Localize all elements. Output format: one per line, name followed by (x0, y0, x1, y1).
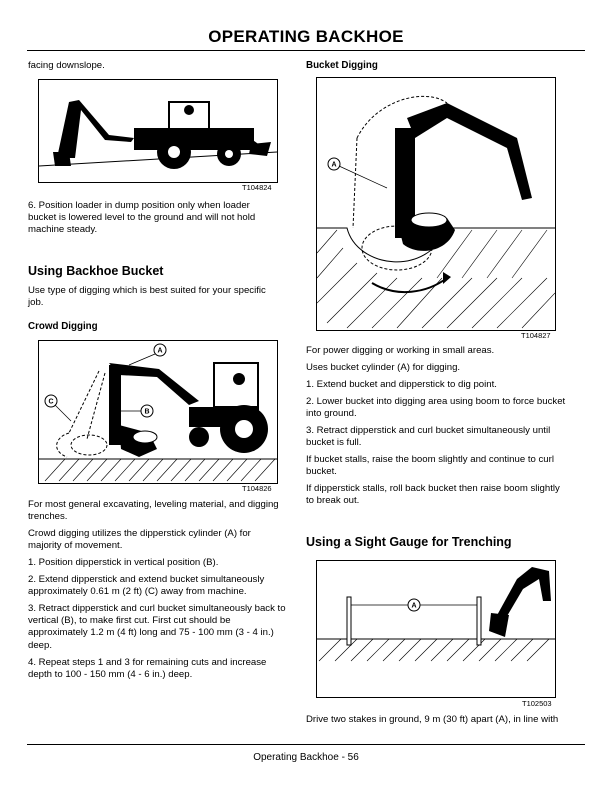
intro-text: facing downslope. (28, 60, 105, 71)
crowd-step-3: 3. Retract dipperstick and curl bucket simultaneously back to vertical (B), to make first cut. First cut should be approximately 1.2 m (4 ft) long and 75 - 100 mm (3 - 4 in.) deep. (28, 603, 286, 651)
section-heading-sight-gauge: Using a Sight Gauge for Trenching (306, 535, 512, 549)
section-heading-using-backhoe-bucket: Using Backhoe Bucket (28, 264, 164, 278)
footer-rule (27, 744, 585, 745)
header-rule (27, 50, 585, 51)
crowd-step-2: 2. Extend dipperstick and extend bucket simultaneously approximately 0.61 m (2 ft) (C) away from machine. (28, 574, 265, 598)
figure-sight-gauge (316, 560, 556, 698)
bucket-digging-description: Uses bucket cylinder (A) for digging. (306, 362, 461, 373)
figure-code-t104826: T104826 (242, 484, 272, 493)
step-6-text: 6. Position loader in dump position only when loader bucket is lowered level to the ground and will not hold machine steady. (28, 200, 256, 236)
page-title: OPERATING BACKHOE (208, 27, 404, 46)
bucket-step-3: 3. Retract dipperstick and curl bucket simultaneously until bucket is full. (306, 425, 551, 449)
callout-a: A (411, 602, 417, 610)
bucket-step-1: 1. Extend bucket and dipperstick to dig point. (306, 379, 497, 390)
bucket-step-2: 2. Lower bucket into digging area using boom to force bucket into ground. (306, 396, 566, 420)
crowd-step-1: 1. Position dipperstick in vertical position (B). (28, 557, 219, 568)
page-footer: Operating Backhoe - 56 (253, 752, 359, 763)
subheading-bucket-digging: Bucket Digging (306, 60, 378, 71)
bucket-stall-note: If bucket stalls, raise the boom slightly and continue to curl bucket. (306, 454, 554, 478)
figure-backhoe-downslope (38, 79, 278, 183)
subheading-crowd-digging: Crowd Digging (28, 321, 98, 332)
bucket-digging-purpose: For power digging or working in small areas. (306, 345, 495, 356)
crowd-step-4: 4. Repeat steps 1 and 3 for remaining cuts and increase depth to 100 - 150 mm (4 - 6 in.) deep. (28, 657, 267, 681)
dipperstick-stall-note: If dipperstick stalls, roll back bucket then raise boom slightly to break out. (306, 483, 560, 507)
figure-code-t102503: T102503 (522, 699, 552, 708)
section-intro-text: Use type of digging which is best suited for your specific job. (28, 285, 266, 309)
callout-b: B (144, 408, 150, 416)
callout-a: A (157, 347, 163, 355)
crowd-digging-description: Crowd digging utilizes the dipperstick cylinder (A) for majority of movement. (28, 528, 251, 552)
crowd-digging-purpose: For most general excavating, leveling material, and digging trenches. (28, 499, 279, 523)
sight-gauge-instruction: Drive two stakes in ground, 9 m (30 ft) apart (A), in line with (306, 714, 559, 725)
figure-code-t104824: T104824 (242, 183, 272, 192)
figure-code-t104827: T104827 (521, 331, 551, 340)
callout-a: A (331, 161, 337, 169)
figure-bucket-digging (316, 77, 556, 331)
callout-c: C (48, 398, 54, 406)
figure-crowd-digging (38, 340, 278, 484)
